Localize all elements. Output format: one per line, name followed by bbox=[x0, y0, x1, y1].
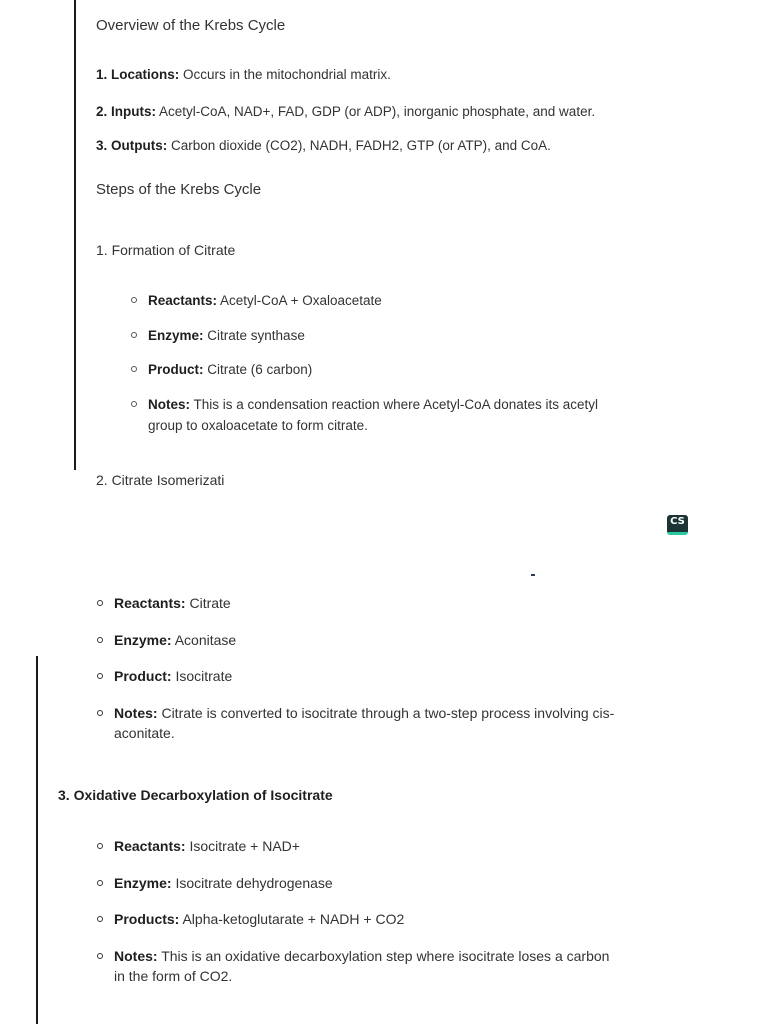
step3-notes-cont: in the form of CO2. bbox=[114, 968, 233, 984]
bullet-icon bbox=[97, 880, 103, 886]
step3-notes bbox=[114, 948, 609, 964]
step1-enzyme bbox=[148, 328, 305, 343]
item-text: Acetyl-CoA, NAD+, FAD, GDP (or ADP), inorganic phosphate, and water. bbox=[156, 104, 596, 119]
bullet-icon bbox=[131, 332, 137, 338]
bullet-icon bbox=[97, 600, 103, 606]
step2-reactants bbox=[114, 595, 231, 611]
bullet-label: Product: bbox=[148, 362, 204, 377]
bullet-text: Acetyl-CoA + Oxaloacetate bbox=[217, 293, 382, 308]
bullet-label: Notes: bbox=[114, 705, 158, 721]
bullet-icon bbox=[97, 843, 103, 849]
bullet-label: Enzyme: bbox=[114, 632, 172, 648]
bullet-icon bbox=[97, 710, 103, 716]
bullet-label: Enzyme: bbox=[148, 328, 204, 343]
step1-title: 1. Formation of Citrate bbox=[96, 242, 236, 258]
bullet-text: This is an oxidative decarboxylation step where isocitrate loses a carbon bbox=[157, 948, 610, 964]
margin-line-top bbox=[74, 0, 76, 470]
item-text: Occurs in the mitochondrial matrix. bbox=[179, 67, 391, 82]
bullet-label: Product: bbox=[114, 668, 172, 684]
overview-item-outputs bbox=[96, 138, 551, 153]
item-text: Carbon dioxide (CO2), NADH, FADH2, GTP (or ATP), and CoA. bbox=[167, 138, 551, 153]
step2-notes-cont: aconitate. bbox=[114, 725, 175, 741]
bullet-icon bbox=[97, 953, 103, 959]
step1-reactants bbox=[148, 293, 382, 308]
step3-title: 3. Oxidative Decarboxylation of Isocitrate bbox=[58, 787, 333, 803]
bullet-text: Alpha-ketoglutarate + NADH + CO2 bbox=[179, 911, 405, 927]
bullet-icon bbox=[97, 637, 103, 643]
bullet-label: Reactants: bbox=[148, 293, 218, 308]
bullet-icon bbox=[97, 916, 103, 922]
bullet-text: Isocitrate dehydrogenase bbox=[171, 875, 333, 891]
item-label: 2. Inputs: bbox=[96, 104, 156, 119]
step2-notes bbox=[114, 705, 614, 721]
bullet-text: Citrate synthase bbox=[203, 328, 305, 343]
bullet-text: Isocitrate + NAD+ bbox=[185, 838, 300, 854]
cs-badge-icon: CS bbox=[667, 515, 688, 535]
bullet-label: Notes: bbox=[114, 948, 158, 964]
bullet-label: Notes: bbox=[148, 397, 191, 412]
item-label: 3. Outputs: bbox=[96, 138, 168, 153]
step1-notes-cont: group to oxaloacetate to form citrate. bbox=[148, 418, 368, 433]
bullet-label: Reactants: bbox=[114, 595, 186, 611]
bullet-icon bbox=[131, 401, 137, 407]
bullet-text: Aconitase bbox=[171, 632, 237, 648]
bullet-label: Reactants: bbox=[114, 838, 186, 854]
bullet-label: Enzyme: bbox=[114, 875, 172, 891]
bullet-text: Isocitrate bbox=[171, 668, 233, 684]
steps-heading: Steps of the Krebs Cycle bbox=[96, 181, 262, 198]
step3-products bbox=[114, 911, 404, 927]
bullet-icon bbox=[97, 673, 103, 679]
step3-enzyme bbox=[114, 875, 333, 891]
bullet-text: Citrate bbox=[185, 595, 231, 611]
overview-item-locations bbox=[96, 67, 391, 82]
bullet-icon bbox=[131, 366, 137, 372]
step2-title: 2. Citrate Isomerizati bbox=[96, 472, 225, 488]
bullet-text: Citrate (6 carbon) bbox=[203, 362, 313, 377]
step1-product bbox=[148, 362, 312, 377]
bullet-text: This is a condensation reaction where Acetyl-CoA donates its acetyl bbox=[190, 397, 598, 412]
step1-notes bbox=[148, 397, 598, 412]
step2-enzyme bbox=[114, 632, 236, 648]
overview-item-inputs bbox=[96, 104, 595, 119]
step3-reactants bbox=[114, 838, 300, 854]
step2-product bbox=[114, 668, 232, 684]
bullet-icon bbox=[131, 297, 137, 303]
item-label: 1. Locations: bbox=[96, 67, 180, 82]
stray-mark bbox=[531, 574, 535, 576]
bullet-label: Products: bbox=[114, 911, 180, 927]
overview-heading: Overview of the Krebs Cycle bbox=[96, 17, 286, 34]
bullet-text: Citrate is converted to isocitrate through a two-step process involving cis- bbox=[157, 705, 615, 721]
margin-line-bottom bbox=[36, 656, 38, 1024]
